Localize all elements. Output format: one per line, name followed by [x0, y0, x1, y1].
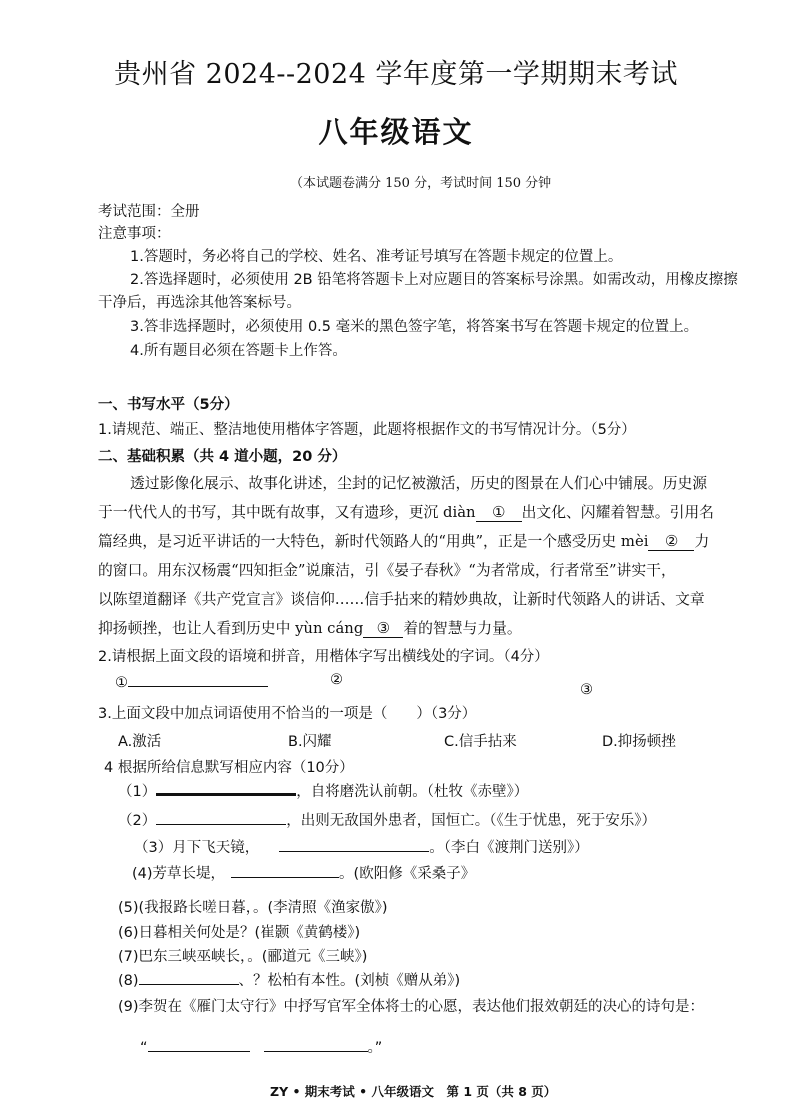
q4-4-blank[interactable] — [231, 863, 339, 878]
q4-item-3: （3）月下飞天镜， 。（李白《渡荆门送别》） — [134, 836, 589, 857]
notice-title: 注意事项： — [98, 226, 171, 242]
q4-2-blank[interactable] — [156, 810, 286, 825]
question-3: 3.上面文段中加点词语使用不恰当的一项是（ ）（3分） — [98, 706, 477, 722]
q4-item-5: (5)(我报路长嗟日暮，。(李清照《渔家傲》) — [118, 900, 388, 916]
section-1-heading: 一、书写水平（5分） — [98, 397, 239, 413]
q4-1-blank[interactable] — [156, 779, 296, 796]
q2-mark-1: ① — [115, 672, 268, 691]
passage-line-1: 透过影像化展示、故事化讲述，尘封的记忆被激活，历史的图景在人们心中铺展。历史源 — [130, 475, 708, 492]
question-2: 2.请根据上面文段的语境和拼音，用楷体字写出横线处的字词。（4分） — [98, 649, 549, 665]
section-2-heading: 二、基础积累（共 4 道小题，20 分） — [98, 449, 347, 465]
notice-1: 1.答题时，务必将自己的学校、姓名、准考证号填写在答题卡规定的位置上。 — [130, 249, 623, 265]
exam-note: （本试题卷满分 150 分，考试时间 150 分钟 — [290, 176, 552, 191]
q4-item-4: (4)芳草长堤， 。(欧阳修《采桑子》 — [132, 862, 475, 883]
q4-item-7: (7)巴东三峡巫峡长，。(郦道元《三峡》) — [118, 949, 368, 965]
q3-option-d[interactable]: D.抑扬顿挫 — [602, 734, 676, 750]
blank-3: ③ — [363, 620, 403, 638]
q4-8-blank[interactable] — [139, 970, 239, 985]
blank-2: ② — [648, 533, 694, 551]
q4-item-8: (8) 、？松柏有本性。(刘桢《赠从弟》) — [118, 969, 460, 990]
q3-option-a[interactable]: A.激活 — [118, 734, 162, 750]
passage-line-5: 以陈望道翻译《共产党宣言》谈信仰……信手拈来的精妙典故，让新时代领路人的讲话、文章 — [98, 591, 705, 608]
notice-3: 3.答非选择题时，必须使用 0.5 毫米的黑色签字笔，将答案书写在答题卡规定的位置上。 — [130, 319, 699, 335]
q3-option-c[interactable]: C.信手拈来 — [444, 734, 517, 750]
q4-item-2: （2） ，出则无敌国外患者，国恒亡。（《生于忧患，死于安乐》） — [118, 809, 656, 830]
passage-line-4: 的窗口。用东汉杨震“四知拒金”说廉洁，引《晏子春秋》“为者常成，行者常至”讲实干， — [98, 562, 676, 579]
q4-9-blank-1[interactable] — [148, 1037, 250, 1052]
passage-line-6: 抑扬顿挫，也让人看到历史中 yùn cáng ③ 着的智慧与力量。 — [98, 620, 522, 637]
q4-9-answer: “ 。” — [140, 1036, 382, 1057]
question-4: 4 根据所给信息默写相应内容（10分） — [104, 760, 354, 776]
exam-subtitle: 八年级语文 — [318, 115, 474, 149]
notice-2: 2.答选择题时，必须使用 2B 铅笔将答题卡上对应题目的答案标号涂黑。如需改动，用橡皮擦擦 — [130, 272, 738, 288]
notice-2-cont: 干净后，再选涂其他答案标号。 — [98, 295, 301, 311]
blank-1: ① — [476, 504, 522, 522]
notice-4: 4.所有题目必须在答题卡上作答。 — [130, 343, 347, 359]
q4-item-6: (6)日暮相关何处是？(崔颢《黄鹤楼》) — [118, 925, 361, 941]
q4-3-blank[interactable] — [279, 837, 429, 852]
q2-answer-line-1[interactable] — [128, 672, 268, 687]
passage-line-2: 于一代代人的书写，其中既有故事，又有遗珍，更沉 diàn ① 出文化、闪耀着智慧。引用名 — [98, 504, 714, 521]
page-footer: ZY • 期末考试 • 八年级语文 第 1 页（共 8 页） — [270, 1084, 557, 1099]
q4-item-1: （1） ，自将磨洗认前朝。（杜牧《赤壁》） — [118, 779, 528, 801]
passage-line-3: 篇经典，是习近平讲话的一大特色，新时代领路人的“用典”，正是一个感受历史 mèi ② 力 — [98, 533, 710, 550]
q2-mark-3: ③ — [580, 682, 593, 698]
q4-9-blank-2[interactable] — [264, 1037, 368, 1052]
q4-item-9: (9)李贺在《雁门太守行》中抒写官军全体将士的心愿，表达他们报效朝廷的决心的诗句是： — [118, 999, 705, 1015]
question-1: 1.请规范、端正、整洁地使用楷体字答题，此题将根据作文的书写情况计分。（5分） — [98, 422, 636, 438]
q2-mark-2: ② — [330, 672, 343, 688]
exam-scope: 考试范围：全册 — [98, 204, 200, 220]
q3-option-b[interactable]: B.闪耀 — [288, 734, 332, 750]
exam-title: 贵州省 2024--2024 学年度第一学期期末考试 — [114, 59, 678, 90]
